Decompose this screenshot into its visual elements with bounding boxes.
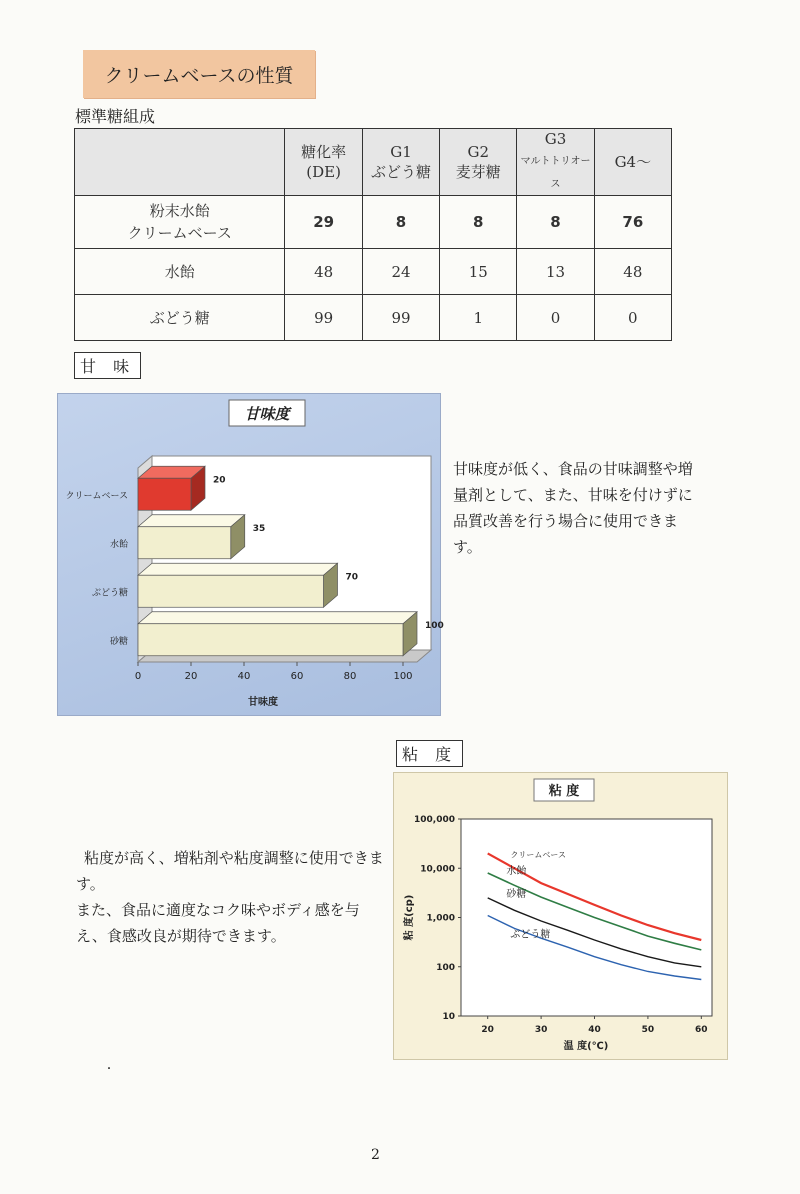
table-header-row: [75, 129, 672, 196]
x-tick-label: 20: [184, 671, 198, 682]
viscosity-heading: 粘 度: [396, 740, 463, 767]
y-tick-label: 10,000: [420, 864, 455, 875]
table-cell: 48: [285, 249, 362, 295]
header-line1: G2: [467, 143, 490, 161]
composition-table: [74, 128, 672, 341]
sweetness-description: 甘味度が低く、食品の甘味調整や増量剤として、また、甘味を付けずに品質改善を行う場合に使用できます。: [453, 460, 693, 556]
table-cell: 0: [517, 295, 594, 341]
viscosity-description-line2: また、食品に適度なコク味やボディ感を与え、食感改良が期待できます。: [76, 901, 360, 945]
category-label: 砂糖: [109, 636, 128, 647]
category-label: ぶどう糖: [91, 588, 128, 599]
chart-title: 粘 度: [548, 784, 580, 799]
y-tick-label: 1,000: [426, 913, 455, 924]
x-tick-label: 50: [641, 1025, 655, 1035]
viscosity-description: [76, 845, 386, 949]
chart-title: 甘味度: [244, 405, 290, 423]
bar: [138, 478, 191, 510]
bar-data-label: 35: [252, 523, 266, 534]
sweetness-chart: [57, 393, 444, 716]
header-line1: G3: [544, 130, 567, 148]
header-line1: G1: [390, 143, 412, 161]
bar: [138, 575, 324, 607]
table-caption: 標準糖組成: [75, 107, 156, 126]
header-empty-cell: [75, 129, 285, 196]
header-de: [285, 129, 362, 196]
series-label: 水飴: [506, 866, 527, 878]
table-cell: 1: [440, 295, 517, 341]
y-axis-label: 粘 度(cp): [404, 894, 415, 941]
table-row: [75, 295, 672, 341]
x-tick-label: 40: [588, 1025, 601, 1035]
series-label: ぶどう糖: [510, 929, 551, 941]
bar: [138, 624, 403, 656]
bar-data-label: 70: [345, 572, 359, 583]
table-cell: 24: [362, 249, 439, 295]
header-line2: 麦芽糖: [455, 163, 501, 181]
header-g2: [440, 129, 517, 196]
x-axis-label: 甘味度: [248, 697, 278, 708]
bar-data-label: 100: [425, 620, 444, 631]
plot-area: [461, 819, 712, 1016]
row-label: ぶどう糖: [75, 295, 285, 341]
table-cell: 8: [362, 196, 439, 249]
sweetness-chart-svg: [58, 394, 444, 715]
table-cell: 8: [517, 196, 594, 249]
x-tick-label: 30: [534, 1025, 548, 1035]
sweetness-heading: 甘 味: [74, 352, 141, 379]
x-tick-label: 100: [393, 671, 413, 682]
category-label: 水飴: [109, 539, 128, 550]
page-number: 2: [371, 1147, 380, 1163]
row-label-line1: 粉末水飴: [149, 202, 210, 220]
header-line2: (DE): [306, 163, 341, 181]
table-row: [75, 196, 672, 249]
header-g4: [594, 129, 671, 196]
table-cell: 76: [594, 196, 671, 249]
x-tick-label: 20: [481, 1025, 494, 1035]
viscosity-description-line1: 粘度が高く、増粘剤や粘度調整に使用できます。: [76, 849, 384, 893]
table-row: [75, 249, 672, 295]
table-cell: 99: [285, 295, 362, 341]
y-tick-label: 10: [442, 1012, 455, 1022]
table-cell: 29: [285, 196, 362, 249]
table-cell: 99: [362, 295, 439, 341]
series-label: クリームベース: [510, 850, 567, 860]
bar-top: [138, 612, 417, 624]
row-label: [75, 196, 285, 249]
row-label: 水飴: [75, 249, 285, 295]
series-label: 砂糖: [506, 888, 527, 900]
x-tick-label: 60: [290, 671, 304, 682]
bar: [138, 527, 231, 559]
x-tick-label: 40: [237, 671, 251, 682]
header-line2: マルトトリオース: [520, 156, 591, 190]
y-tick-label: 100: [436, 962, 455, 973]
header-line1: 糖化率: [301, 143, 347, 161]
table-cell: 13: [517, 249, 594, 295]
x-tick-label: 0: [134, 671, 142, 682]
table-cell: 0: [594, 295, 671, 341]
header-g3: [517, 129, 594, 196]
header-g1: [362, 129, 439, 196]
header-line1: G4～: [614, 153, 652, 171]
viscosity-chart: [393, 772, 728, 1060]
table-cell: 48: [594, 249, 671, 295]
bar-top: [138, 563, 338, 575]
x-tick-label: 60: [695, 1025, 708, 1035]
table-cell: 8: [440, 196, 517, 249]
page-title: クリームベースの性質: [83, 50, 315, 98]
bar-data-label: 20: [213, 475, 226, 486]
dot-mark: ・: [104, 1064, 114, 1075]
table-cell: 15: [440, 249, 517, 295]
header-line2: ぶどう糖: [370, 163, 431, 181]
category-label: クリームベース: [65, 491, 128, 502]
row-label-line2: クリームベース: [127, 224, 232, 242]
bar-top: [138, 515, 245, 527]
x-axis-label: 温 度(℃): [563, 1041, 609, 1052]
y-tick-label: 100,000: [414, 815, 455, 825]
viscosity-chart-svg: [394, 773, 727, 1059]
x-tick-label: 80: [343, 671, 357, 682]
